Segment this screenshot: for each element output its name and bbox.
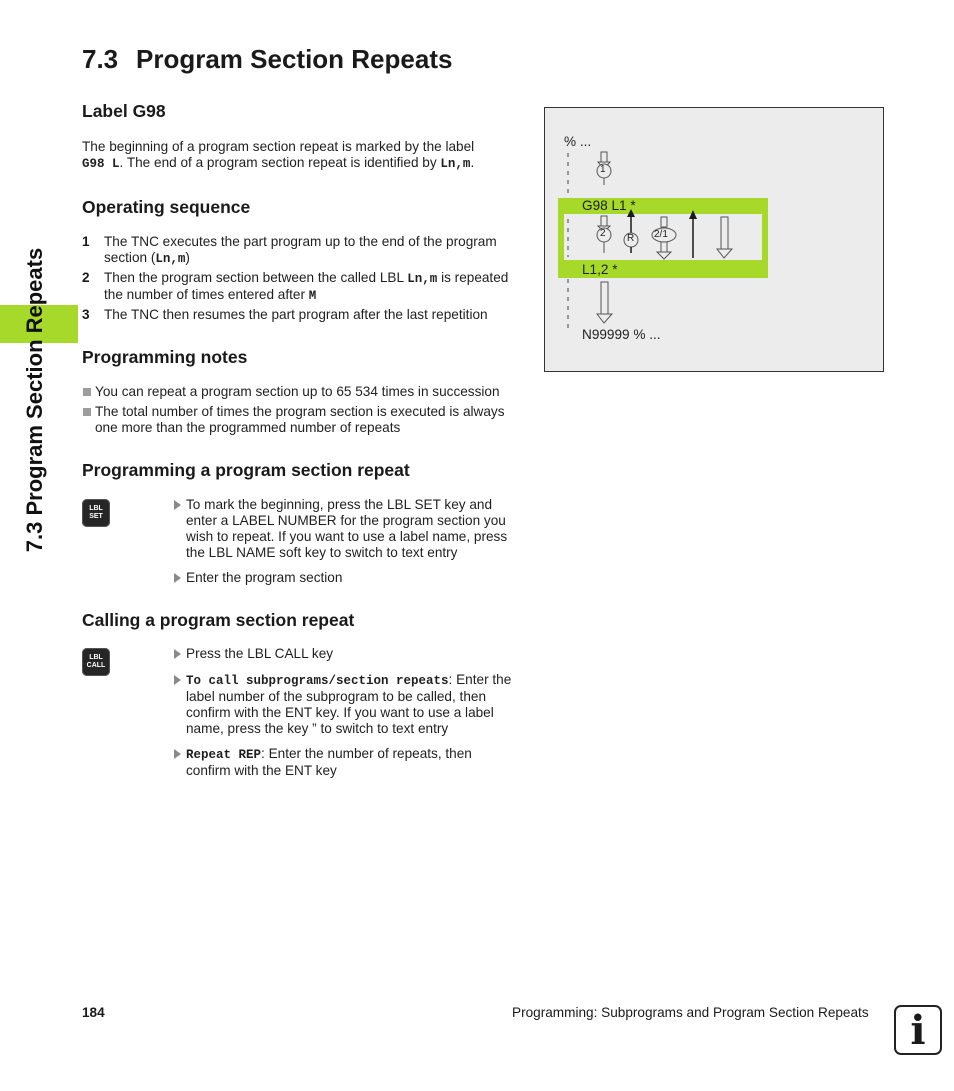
step-2-text: Then the program section between the called LBL Ln,m is repeated the number of times entered after M: [104, 270, 509, 303]
programming-step-2: Enter the program section: [186, 570, 343, 585]
step-arrow-icon: [174, 749, 181, 759]
step-number: 1: [82, 234, 90, 249]
step-1-text: The TNC executes the part program up to the end of the program section (Ln,m): [104, 234, 497, 266]
step-number: 2: [82, 270, 90, 285]
lbl-set-key-icon: LBL SET: [82, 499, 110, 527]
diagram-label-start: G98 L1 *: [582, 198, 636, 213]
note-1: You can repeat a program section up to 65 534 times in succession: [95, 384, 500, 399]
circle-2-1-label: 2/1: [654, 229, 668, 240]
bullet-icon: [83, 388, 91, 396]
calling-step-1: Press the LBL CALL key: [186, 646, 334, 661]
bullet-icon: [83, 408, 91, 416]
circle-r-label: R: [627, 233, 635, 244]
flow-arrow-shaft: [661, 242, 667, 252]
step-number: 3: [82, 307, 90, 322]
calling-step-3: Repeat REP: Enter the number of repeats, then confirm with the ENT key: [186, 746, 472, 778]
flow-arrow-shaft: [601, 282, 608, 314]
flow-arrow-head: [597, 314, 612, 323]
label-g98-text: The beginning of a program section repeat is marked by the label G98 L. The end of a program section repeat is identified by Ln,m.: [82, 139, 475, 171]
programming-notes-heading: Programming notes: [82, 347, 248, 367]
label-g98-heading: Label G98: [82, 101, 166, 121]
step-arrow-icon: [174, 573, 181, 583]
page-title: [82, 44, 452, 75]
step-arrow-icon: [174, 500, 181, 510]
programming-step-1: To mark the beginning, press the LBL SET key and enter a LABEL NUMBER for the program section you wish to repeat. If you want to use a label name, press the LBL NAME soft key to switch to text entry: [186, 497, 508, 560]
section-number: 7.3: [82, 44, 119, 74]
step-arrow-icon: [174, 675, 181, 685]
flow-arrow-head: [717, 249, 732, 258]
flow-arrow-shaft: [661, 217, 667, 227]
operating-sequence-heading: Operating sequence: [82, 197, 251, 217]
flow-arrow-shaft: [601, 152, 607, 162]
flow-arrow-shaft: [721, 217, 728, 249]
programming-repeat-heading: Programming a program section repeat: [82, 460, 410, 480]
section-title: Program Section Repeats: [136, 44, 453, 74]
side-tab-label: 7.3 Program Section Repeats: [22, 247, 47, 553]
circle-2-label: 2: [600, 228, 606, 239]
info-icon: i: [894, 1005, 942, 1055]
circle-1-label: 1: [600, 164, 606, 175]
footer-chapter-title: Programming: Subprograms and Program Section Repeats: [512, 1005, 869, 1020]
step-arrow-icon: [174, 649, 181, 659]
calling-repeat-heading: Calling a program section repeat: [82, 610, 355, 630]
diagram-start-label: % ...: [564, 134, 592, 149]
flow-arrow-head: [657, 252, 671, 259]
code-g98-l: G98 L: [82, 157, 120, 171]
lbl-call-key-icon: LBL CALL: [82, 648, 110, 676]
code-ln-m: Ln,m: [440, 157, 471, 171]
note-2: The total number of times the program section is executed is always one more than the programmed number of repeats: [95, 404, 505, 435]
step-3-text: The TNC then resumes the part program after the last repetition: [104, 307, 488, 322]
calling-step-2: To call subprograms/section repeats: Enter the label number of the subprogram to be called, then confirm with the ENT key. If you want to use a label name, press the key ” to switch to text entry: [186, 672, 512, 736]
flow-arrow-shaft: [601, 216, 607, 226]
return-arrow-head: [689, 210, 697, 219]
page-number: 184: [82, 1005, 105, 1020]
diagram-end-label: N99999 % ...: [582, 327, 661, 342]
diagram-label-end: L1,2 *: [582, 262, 618, 277]
